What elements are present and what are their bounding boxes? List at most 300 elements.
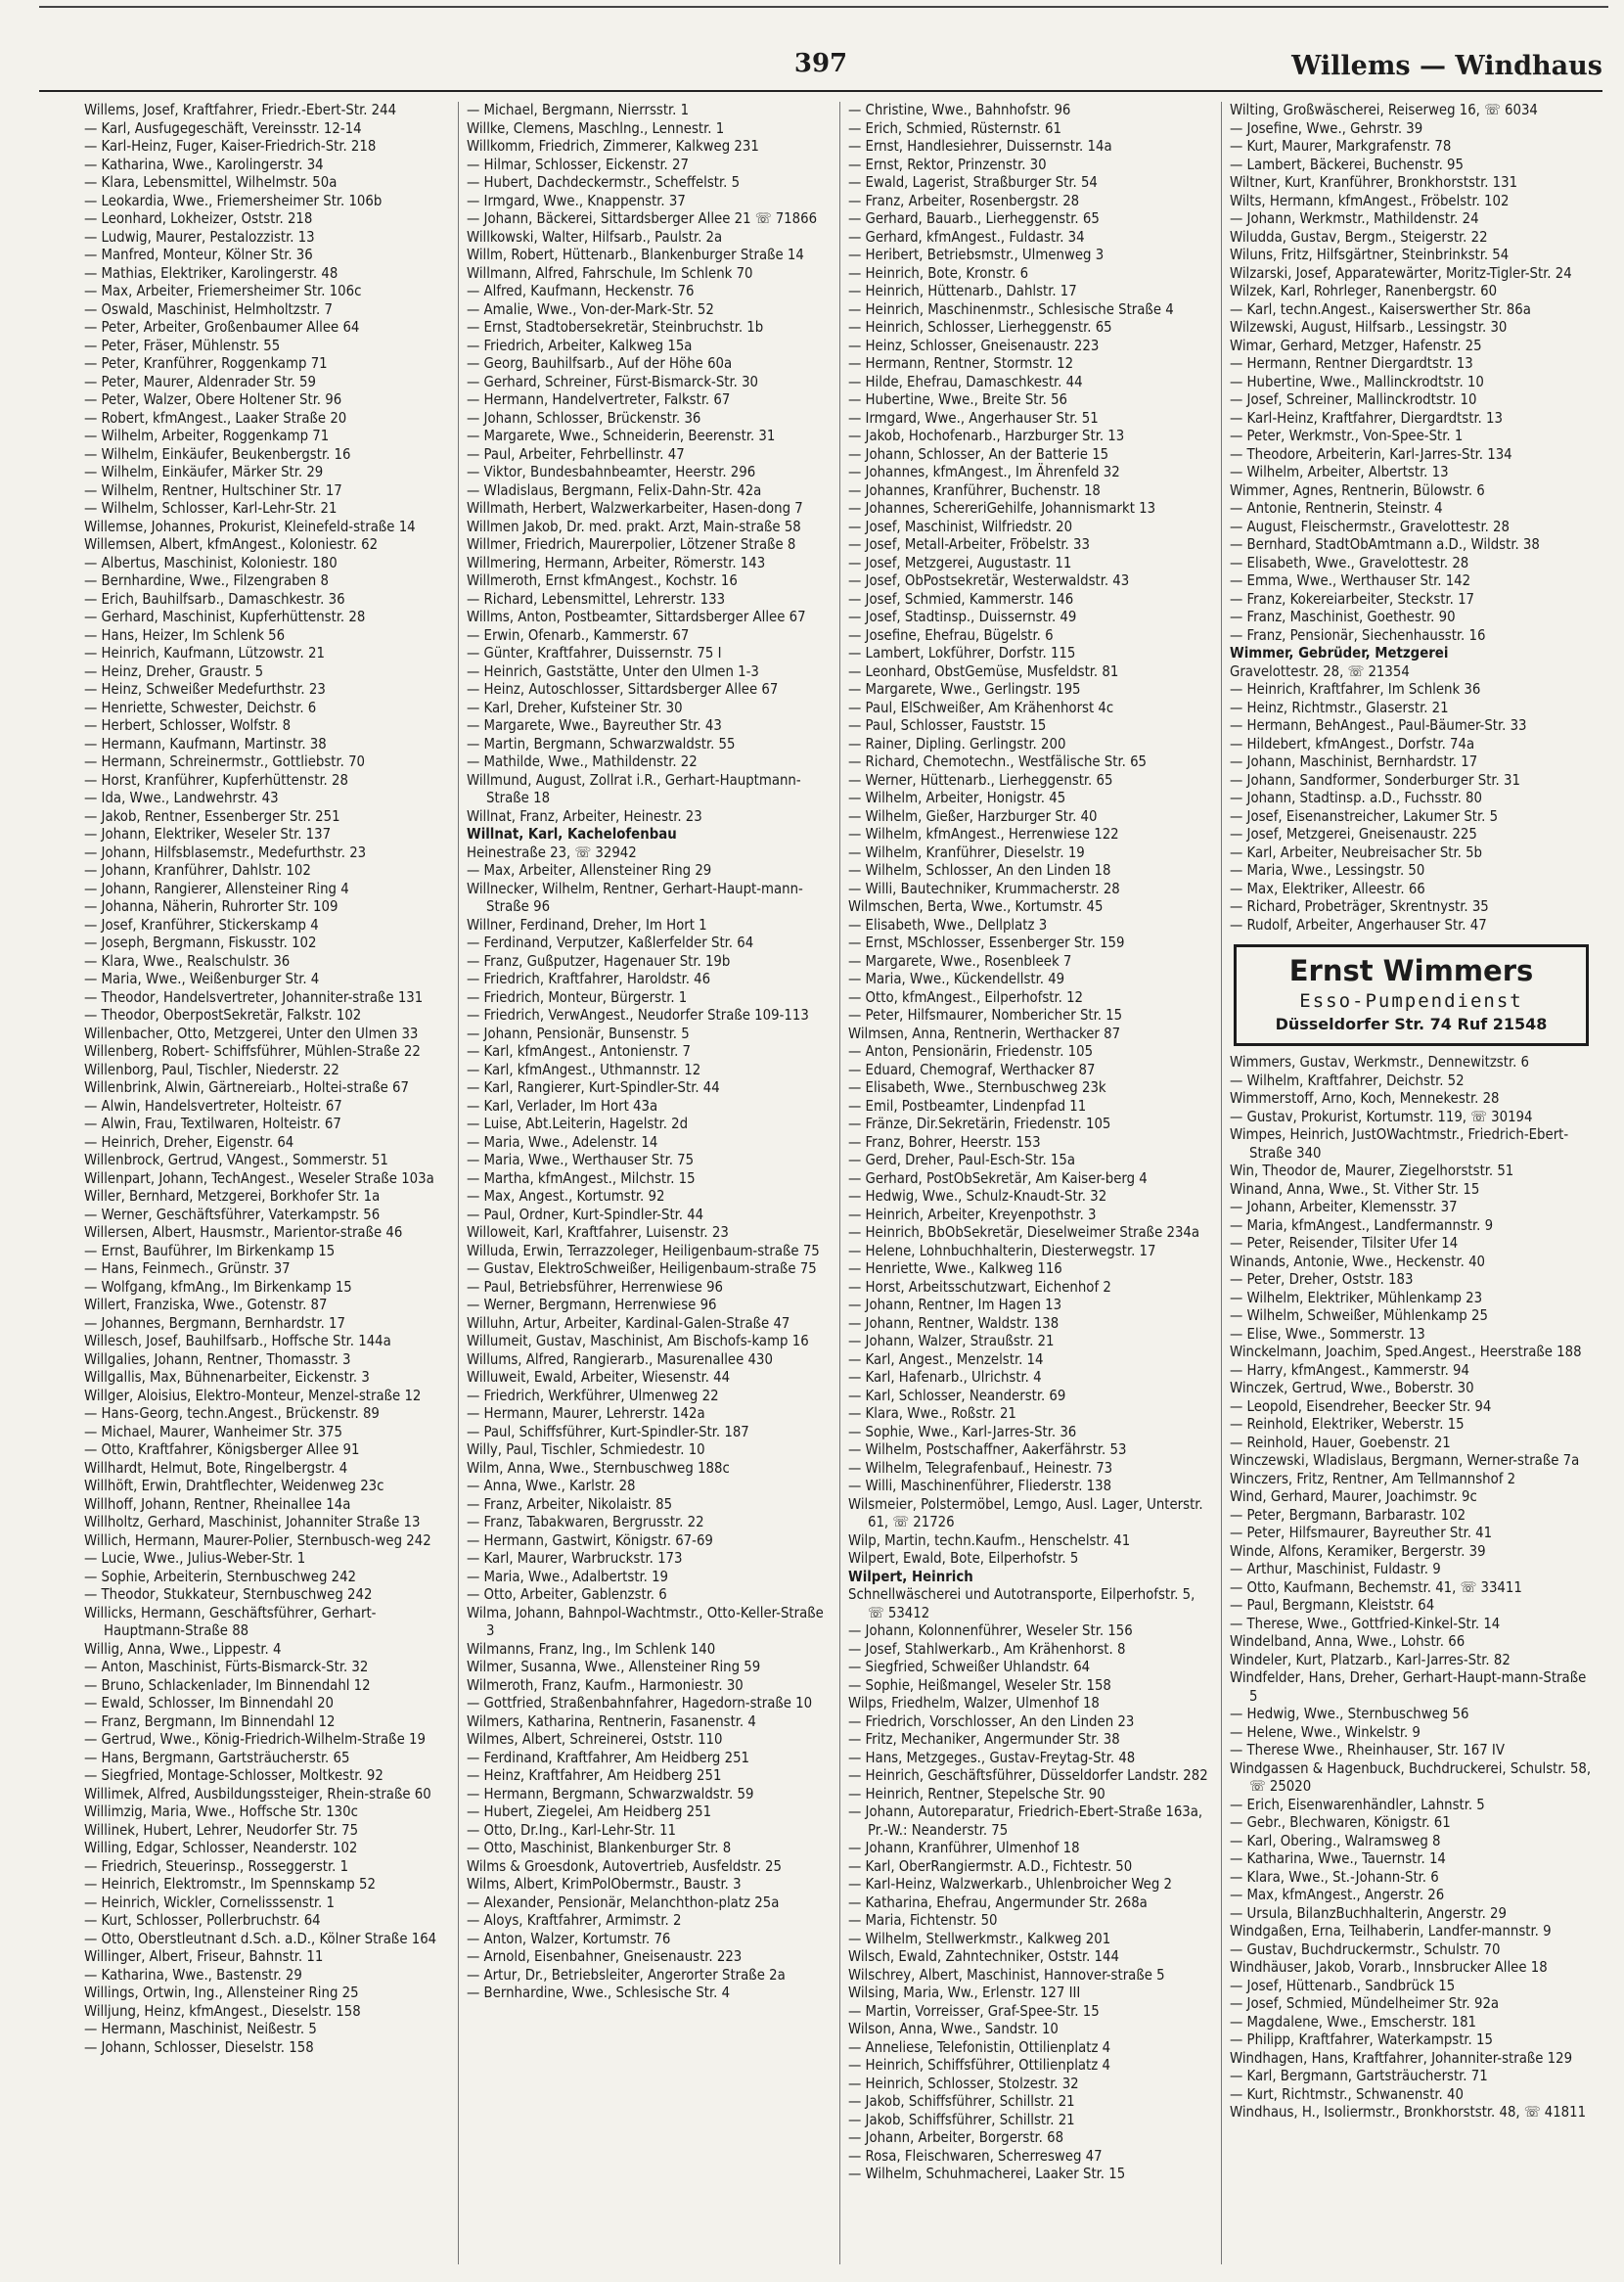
directory-entry: — Alwin, Frau, Textilwaren, Holteistr. 67 <box>84 1116 341 1132</box>
directory-entry: — Sophie, Heißmangel, Weseler Str. 158 <box>848 1676 1111 1694</box>
directory-entry: — Johann, Schlosser, Dieselstr. 158 <box>84 2038 314 2056</box>
directory-entry: — Paul, Arbeiter, Fehrbellinstr. 47 <box>467 445 685 463</box>
directory-entry: Windfelder, Hans, Dreher, Gerhart-Haupt-mann-Straße 5 <box>1230 1669 1587 1705</box>
directory-entry: — Alexander, Pensionär, Melanchthon-platz 25a <box>467 1894 780 1911</box>
directory-entry: — Theodor, OberpostSekretär, Falkstr. 102 <box>84 1007 362 1024</box>
directory-entry: — Ewald, Lagerist, Straßburger Str. 54 <box>848 174 1098 191</box>
directory-entry: Wilting, Großwäscherei, Reiserweg 16, ☏ 6034 <box>1230 102 1538 118</box>
directory-entry: Wind, Gerhard, Maurer, Joachimstr. 9c <box>1230 1488 1477 1505</box>
directory-entry: Winczewski, Wladislaus, Bergmann, Werner-straße 7a <box>1230 1452 1580 1469</box>
directory-entry: — Heinz, Autoschlosser, Sittardsberger Allee 67 <box>467 681 779 698</box>
directory-entry: — Josef, Schreiner, Mallinckrodtstr. 10 <box>1230 391 1477 408</box>
directory-entry: — Peter, Maurer, Aldenrader Str. 59 <box>84 373 316 390</box>
directory-entry: — Josef, Stahlwerkarb., Am Krähenhorst. 8 <box>848 1640 1126 1658</box>
directory-entry: — Christine, Wwe., Bahnhofstr. 96 <box>848 102 1071 118</box>
directory-entry: Wilmanns, Franz, Ing., Im Schlenk 140 <box>467 1640 716 1658</box>
directory-entry: — Ferdinand, Verputzer, Kaßlerfelder Str. 64 <box>467 935 754 951</box>
directory-entry: — Theodor, Stukkateur, Sternbuschweg 242 <box>84 1586 373 1603</box>
directory-entry: — Willi, Bautechniker, Krummacherstr. 28 <box>848 880 1120 897</box>
directory-entry: — Elisabeth, Wwe., Gravelottestr. 28 <box>1230 554 1469 571</box>
directory-entry: Wilma, Johann, Bahnpol-Wachtmstr., Otto-Keller-Straße 3 <box>467 1604 824 1639</box>
directory-entry: — Otto, Oberstleutnant d.Sch. a.D., Kölner Straße 164 <box>84 1930 437 1947</box>
directory-entry: — Johann, Rentner, Im Hagen 13 <box>848 1297 1062 1313</box>
directory-entry: — Hermann, Handelvertreter, Falkstr. 67 <box>467 391 731 408</box>
directory-entry-highlight: Wilpert, Heinrich <box>848 1568 973 1585</box>
directory-entry: — Johann, Rangierer, Allensteiner Ring 4 <box>84 880 349 897</box>
directory-entry: — Johannes, kfmAngest., Im Ährenfeld 32 <box>848 464 1120 480</box>
directory-entry: Willy, Paul, Tischler, Schmiedestr. 10 <box>467 1441 705 1458</box>
directory-entry: — Heinz, Kraftfahrer, Am Heidberg 251 <box>467 1767 722 1784</box>
directory-entry: — Irmgard, Wwe., Angerhauser Str. 51 <box>848 409 1099 427</box>
directory-entry: Winands, Antonie, Wwe., Heckenstr. 40 <box>1230 1253 1486 1270</box>
directory-entry: — Therese Wwe., Rheinhauser, Str. 167 IV <box>1230 1742 1505 1758</box>
directory-entry: — Johann, Stadtinsp. a.D., Fuchsstr. 80 <box>1230 790 1482 806</box>
directory-entry: — Leonhard, ObstGemüse, Musfeldstr. 81 <box>848 662 1119 680</box>
directory-entry: — Johann, Schlosser, An der Batterie 15 <box>848 445 1109 463</box>
directory-entry: — Elisabeth, Wwe., Sternbuschweg 23k <box>848 1079 1106 1096</box>
directory-entry: — Karl, Hafenarb., Ulrichstr. 4 <box>848 1369 1042 1386</box>
directory-entry: — Heinrich, Maschinenmstr., Schlesische Straße 4 <box>848 300 1174 318</box>
directory-entry: Willenborg, Paul, Tischler, Niederstr. 22 <box>84 1061 339 1078</box>
directory-entry: — Aloys, Kraftfahrer, Armimstr. 2 <box>467 1912 682 1929</box>
directory-entry: Wilm, Anna, Wwe., Sternbuschweg 188c <box>467 1459 730 1477</box>
directory-entry: — Wolfgang, kfmAng., Im Birkenkamp 15 <box>84 1278 352 1296</box>
directory-entry: Wilmer, Susanna, Wwe., Allensteiner Ring 59 <box>467 1659 761 1675</box>
directory-entry: — Heinz, Richtmstr., Glaserstr. 21 <box>1230 699 1449 716</box>
directory-entry: — Wilhelm, Kranführer, Dieselstr. 19 <box>848 844 1085 861</box>
top-rule <box>39 6 1608 8</box>
directory-entry: — Luise, Abt.Leiterin, Hagelstr. 2d <box>467 1116 689 1132</box>
directory-entry: — Wilhelm, Schuhmacherei, Laaker Str. 15 <box>848 2166 1126 2182</box>
directory-entry: — Karl-Heinz, Kraftfahrer, Diergardtstr. 13 <box>1230 409 1503 427</box>
directory-entry: Wilmschen, Berta, Wwe., Kortumstr. 45 <box>848 898 1104 915</box>
directory-entry: Willenberg, Robert- Schiffsführer, Mühlen-Straße 22 <box>84 1043 421 1060</box>
column-1 <box>76 102 458 2264</box>
directory-entry: — Johann, Maschinist, Bernhardstr. 17 <box>1230 753 1478 770</box>
directory-entry: — Franz, Gußputzer, Hagenauer Str. 19b <box>467 952 731 970</box>
directory-entry: — Franz, Kokereiarbeiter, Steckstr. 17 <box>1230 590 1475 608</box>
directory-entry: — Manfred, Monteur, Kölner Str. 36 <box>84 247 313 263</box>
directory-entry: — Gerhard, Schreiner, Fürst-Bismarck-Str. 30 <box>467 373 759 390</box>
directory-entry: — Heribert, Betriebsmstr., Ulmenweg 3 <box>848 247 1105 263</box>
directory-entry: — Emma, Wwe., Werthauser Str. 142 <box>1230 572 1471 589</box>
directory-entry: — Arnold, Eisenbahner, Gneisenaustr. 223 <box>467 1948 743 1965</box>
directory-entry: — Heinz, Dreher, Graustr. 5 <box>84 662 264 680</box>
directory-entry: Wilsing, Maria, Ww., Erlenstr. 127 III <box>848 1985 1081 2001</box>
directory-entry: — Karl-Heinz, Walzwerkarb., Uhlenbroicher Weg 2 <box>848 1876 1172 1893</box>
directory-entry: — Karl, Maurer, Warbruckstr. 173 <box>467 1550 683 1567</box>
directory-entry: Willkowski, Walter, Hilfsarb., Paulstr. 2a <box>467 228 723 246</box>
directory-entry: Willmath, Herbert, Walzwerkarbeiter, Hasen-dong 7 <box>467 500 803 517</box>
directory-entry: Willnecker, Wilhelm, Rentner, Gerhart-Haupt-mann-Straße 96 <box>467 880 803 915</box>
page-number: 397 <box>793 49 848 78</box>
directory-entry: Winczek, Gertrud, Wwe., Boberstr. 30 <box>1230 1380 1474 1396</box>
directory-entry: Wilts, Hermann, kfmAngest., Fröbelstr. 102 <box>1230 192 1510 209</box>
directory-entry: Willuhn, Artur, Arbeiter, Kardinal-Galen-Straße 47 <box>467 1314 790 1332</box>
directory-entry: — Karl, Ausfugegeschäft, Vereinsstr. 12-14 <box>84 119 362 137</box>
directory-entry: Wiludda, Gustav, Bergm., Steigerstr. 22 <box>1230 228 1488 246</box>
directory-entry: — Lambert, Lokführer, Dorfstr. 115 <box>848 645 1076 662</box>
directory-entry: Willenbrock, Gertrud, VAngest., Sommerstr. 51 <box>84 1152 388 1168</box>
directory-entry: — Peter, Reisender, Tilsiter Ufer 14 <box>1230 1235 1459 1252</box>
directory-entry: — Fränze, Dir.Sekretärin, Friedenstr. 105 <box>848 1116 1111 1132</box>
directory-entry: — Irmgard, Wwe., Knappenstr. 37 <box>467 192 686 209</box>
directory-entry: — Peter, Werkmstr., Von-Spee-Str. 1 <box>1230 428 1464 444</box>
column-2 <box>458 102 839 2264</box>
directory-entry: Willhardt, Helmut, Bote, Ringelbergstr. 4 <box>84 1459 348 1477</box>
directory-entry: — Margarete, Wwe., Bayreuther Str. 43 <box>467 717 722 734</box>
header-rule <box>39 90 1602 92</box>
directory-entry: — Richard, Chemotechn., Westfälische Str. 65 <box>848 753 1148 770</box>
directory-entry: — Wilhelm, Schlosser, Karl-Lehr-Str. 21 <box>84 500 338 517</box>
directory-entry: — Josef, Schmied, Kammerstr. 146 <box>848 590 1074 608</box>
directory-entry: — Josef, Metzgerei, Augustastr. 11 <box>848 554 1072 571</box>
directory-entry: — Siegfried, Montage-Schlosser, Moltkestr. 92 <box>84 1767 383 1784</box>
directory-entry: — Georg, Bauhilfsarb., Auf der Höhe 60a <box>467 355 733 372</box>
directory-entry: — Hubertine, Wwe., Breite Str. 56 <box>848 391 1068 408</box>
directory-entry: — Gerhard, Maschinist, Kupferhüttenstr. 28 <box>84 609 366 625</box>
directory-entry: — Friedrich, VerwAngest., Neudorfer Straße 109-113 <box>467 1007 809 1024</box>
directory-entry: — Wilhelm, Stellwerkmstr., Kalkweg 201 <box>848 1930 1111 1947</box>
directory-entry: Wilmes, Albert, Schreinerei, Oststr. 110 <box>467 1731 723 1748</box>
directory-entry: — Kurt, Schlosser, Pollerbruchstr. 64 <box>84 1912 321 1929</box>
directory-entry: Windhaus, H., Isoliermstr., Bronkhorststr. 48, ☏ 41811 <box>1230 2104 1587 2121</box>
directory-entry: — Gustav, Prokurist, Kortumstr. 119, ☏ 30194 <box>1230 1108 1533 1125</box>
directory-entry: Win, Theodor de, Maurer, Ziegelhorststr. 51 <box>1230 1163 1514 1179</box>
directory-entry: — Otto, Arbeiter, Gablenzstr. 6 <box>467 1586 667 1603</box>
directory-entry: — Mathilde, Wwe., Mathildenstr. 22 <box>467 753 698 770</box>
directory-entry: Wiltner, Kurt, Kranführer, Bronkhorststr. 131 <box>1230 174 1518 191</box>
directory-entry: Winczers, Fritz, Rentner, Am Tellmannshof 2 <box>1230 1470 1516 1487</box>
directory-entry: Wimpes, Heinrich, JustOWachtmstr., Friedrich-Ebert-Straße 340 <box>1230 1126 1569 1162</box>
directory-entry: — Anton, Walzer, Kortumstr. 76 <box>467 1930 671 1947</box>
directory-entry: — Emil, Postbeamter, Lindenpfad 11 <box>848 1097 1087 1115</box>
directory-entry: — Harry, kfmAngest., Kammerstr. 94 <box>1230 1361 1469 1379</box>
directory-entry: — Paul, Schiffsführer, Kurt-Spindler-Str. 187 <box>467 1423 749 1440</box>
directory-entry: — Johann, Autoreparatur, Friedrich-Ebert-Straße 163a, Pr.-W.: Neanderstr. 75 <box>848 1803 1203 1839</box>
directory-entry: Willinek, Hubert, Lehrer, Neudorfer Str. 75 <box>84 1821 359 1839</box>
directory-entry: — Heinrich, Arbeiter, Kreyenpothstr. 3 <box>848 1206 1097 1223</box>
directory-entry: — Franz, Arbeiter, Nikolaistr. 85 <box>467 1495 673 1513</box>
directory-entry: — Alfred, Kaufmann, Heckenstr. 76 <box>467 283 695 299</box>
directory-entry: — Karl, OberRangiermstr. A.D., Fichtestr. 50 <box>848 1857 1133 1875</box>
directory-entry: Wilzek, Karl, Rohrleger, Ranenbergstr. 60 <box>1230 283 1498 299</box>
directory-entry: Willgallis, Max, Bühnenarbeiter, Eickenstr. 3 <box>84 1369 370 1386</box>
directory-entry: Willenbrink, Alwin, Gärtnereiarb., Holtei-straße 67 <box>84 1079 409 1096</box>
directory-entry: — Heinrich, Gaststätte, Unter den Ulmen 1-3 <box>467 662 759 680</box>
directory-entry: — Heinrich, Bote, Kronstr. 6 <box>848 264 1029 282</box>
directory-entry-highlight: Wimmer, Gebrüder, Metzgerei <box>1230 645 1449 662</box>
directory-entry: — Anneliese, Telefonistin, Ottilienplatz 4 <box>848 2038 1111 2056</box>
directory-entry: Willesch, Josef, Bauhilfsarb., Hoffsche Str. 144a <box>84 1333 391 1349</box>
directory-entry: — Gerhard, Bauarb., Lierheggenstr. 65 <box>848 210 1100 227</box>
directory-entry: — Gustav, ElektroSchweißer, Heiligenbaum-straße 75 <box>467 1260 817 1277</box>
directory-entry: — Lucie, Wwe., Julius-Weber-Str. 1 <box>84 1550 306 1567</box>
directory-entry: — Friedrich, Steuerinsp., Rosseggerstr. 1 <box>84 1857 349 1875</box>
directory-entry: — Josef, Metall-Arbeiter, Fröbelstr. 33 <box>848 536 1090 553</box>
directory-entry: — Gerd, Dreher, Paul-Esch-Str. 15a <box>848 1152 1076 1168</box>
directory-entry: Willholtz, Gerhard, Maschinist, Johanniter Straße 13 <box>84 1514 421 1530</box>
directory-entry: — Johann, Pensionär, Bunsenstr. 5 <box>467 1025 690 1042</box>
directory-entry: Willemsen, Albert, kfmAngest., Koloniestr. 62 <box>84 536 379 553</box>
directory-entry: — Heinrich, Rentner, Stepelsche Str. 90 <box>848 1785 1105 1803</box>
directory-entry: — Hermann, Maschinist, Neißestr. 5 <box>84 2021 317 2037</box>
directory-entry: — Hermann, Maurer, Lehrerstr. 142a <box>467 1405 705 1422</box>
directory-entry: — Friedrich, Kraftfahrer, Haroldstr. 46 <box>467 971 711 987</box>
directory-entry: — Wilhelm, Einkäufer, Märker Str. 29 <box>84 464 324 480</box>
directory-entry: — Martin, Vorreisser, Graf-Spee-Str. 15 <box>848 2002 1100 2020</box>
directory-entry: — Rudolf, Arbeiter, Angerhauser Str. 47 <box>1230 916 1487 934</box>
directory-entry: — Katharina, Ehefrau, Angermunder Str. 268a <box>848 1894 1148 1911</box>
directory-entry: — Wilhelm, Kraftfahrer, Deichstr. 52 <box>1230 1072 1465 1089</box>
directory-entry: — Josef, Hüttenarb., Sandbrück 15 <box>1230 1977 1456 1994</box>
directory-entry: — Karl, Rangierer, Kurt-Spindler-Str. 44 <box>467 1079 720 1096</box>
directory-entry: Willhöft, Erwin, Drahtflechter, Weidenweg 23c <box>84 1478 384 1494</box>
directory-entry: Willner, Ferdinand, Dreher, Im Hort 1 <box>467 916 707 934</box>
directory-entry: Wimmerstoff, Arno, Koch, Mennekestr. 28 <box>1230 1090 1500 1107</box>
directory-entry: — Klara, Wwe., Realschulstr. 36 <box>84 952 291 970</box>
directory-entry: — Peter, Hilfsmaurer, Bayreuther Str. 41 <box>1230 1525 1493 1541</box>
directory-entry: — Paul, Ordner, Kurt-Spindler-Str. 44 <box>467 1206 704 1223</box>
directory-entry: — Theodor, Handelsvertreter, Johanniter-straße 131 <box>84 988 424 1006</box>
directory-entry: Willke, Clemens, Maschlng., Lennestr. 1 <box>467 119 725 137</box>
directory-entry: — Wilhelm, Arbeiter, Albertstr. 13 <box>1230 464 1449 480</box>
directory-entry: — Gerhard, PostObSekretär, Am Kaiser-berg 4 <box>848 1169 1148 1187</box>
directory-entry: Willimek, Alfred, Ausbildungssteiger, Rhein-straße 60 <box>84 1785 431 1803</box>
directory-entry: — Antonie, Rentnerin, Steinstr. 4 <box>1230 500 1443 517</box>
directory-entry-highlight: Willnat, Karl, Kachelofenbau <box>467 826 677 843</box>
directory-entry: Wilmsen, Anna, Rentnerin, Werthacker 87 <box>848 1025 1121 1042</box>
advert-box <box>1234 944 1589 1046</box>
directory-entry: — Heinrich, BbObSekretär, Dieselweimer Straße 234a <box>848 1224 1200 1241</box>
directory-entry: — Klara, Wwe., Roßstr. 21 <box>848 1405 1016 1422</box>
directory-entry: — Otto, Dr.Ing., Karl-Lehr-Str. 11 <box>467 1821 677 1839</box>
directory-entry: — Heinrich, Wickler, Cornelisssenstr. 1 <box>84 1894 335 1911</box>
directory-entry: Wilmers, Katharina, Rentnerin, Fasanenstr. 4 <box>467 1712 756 1730</box>
directory-entry: — Margarete, Wwe., Gerlingstr. 195 <box>848 681 1081 698</box>
directory-entry: — Ernst, Stadtobersekretär, Steinbruchstr. 1b <box>467 319 764 336</box>
directory-entry: — Therese, Wwe., Gottfried-Kinkel-Str. 14 <box>1230 1615 1501 1632</box>
directory-entry: — Karl, techn.Angest., Kaiserswerther Str. 86a <box>1230 300 1531 318</box>
directory-entry: — Heinrich, Hüttenarb., Dahlstr. 17 <box>848 283 1077 299</box>
directory-entry: — Franz, Arbeiter, Rosenbergstr. 28 <box>848 192 1080 209</box>
directory-entry: — Franz, Bohrer, Heerstr. 153 <box>848 1133 1041 1151</box>
directory-entry: — Werner, Bergmann, Herrenwiese 96 <box>467 1297 717 1313</box>
directory-entry: — Margarete, Wwe., Schneiderin, Beerenstr. 31 <box>467 428 776 444</box>
directory-entry: — Karl, Dreher, Kufsteiner Str. 30 <box>467 699 683 716</box>
directory-entry: Windhäuser, Jakob, Vorarb., Innsbrucker Allee 18 <box>1230 1959 1548 1976</box>
directory-entry: — Max, Arbeiter, Allensteiner Ring 29 <box>467 862 712 879</box>
directory-entry: — Josefine, Wwe., Gehrstr. 39 <box>1230 119 1423 137</box>
directory-entry: — Johann, Bäckerei, Sittardsberger Allee 21 ☏ 71866 <box>467 210 818 227</box>
directory-entry: Willms, Anton, Postbeamter, Sittardsberger Allee 67 <box>467 609 806 625</box>
directory-entry: — Josef, Schmied, Mündelheimer Str. 92a <box>1230 1995 1500 2012</box>
page-header <box>39 49 1602 88</box>
directory-entry: — Karl, Bergmann, Gartsträucherstr. 71 <box>1230 2068 1488 2084</box>
directory-entry: — Peter, Bergmann, Barbarastr. 102 <box>1230 1506 1466 1524</box>
column-3 <box>839 102 1221 2264</box>
directory-entry: — Kurt, Richtmstr., Schwanenstr. 40 <box>1230 2085 1464 2103</box>
directory-entry: — Johann, Arbeiter, Borgerstr. 68 <box>848 2129 1064 2146</box>
directory-entry: — Margarete, Wwe., Rosenbleek 7 <box>848 952 1072 970</box>
directory-entry: — Maria, kfmAngest., Landfermannstr. 9 <box>1230 1216 1494 1234</box>
directory-entry: Wilpert, Ewald, Bote, Eilperhofstr. 5 <box>848 1550 1079 1567</box>
directory-entry: Willuweit, Ewald, Arbeiter, Wiesenstr. 44 <box>467 1369 731 1386</box>
directory-entry: — Wilhelm, Arbeiter, Roggenkamp 71 <box>84 428 330 444</box>
directory-entry: — Max, kfmAngest., Angerstr. 26 <box>1230 1887 1445 1903</box>
directory-entry: — Sophie, Arbeiterin, Sternbuschweg 242 <box>84 1568 357 1585</box>
directory-entry: — Bruno, Schlackenlader, Im Binnendahl 12 <box>84 1676 371 1694</box>
directory-entry: — Johann, Kranführer, Dahlstr. 102 <box>84 862 311 879</box>
directory-entry: — Maria, Wwe., Kückendellstr. 49 <box>848 971 1065 987</box>
directory-entry: — Bernhardine, Wwe., Filzengraben 8 <box>84 572 329 589</box>
directory-entry: — Klara, Wwe., St.-Johann-Str. 6 <box>1230 1868 1439 1886</box>
directory-entry: — Hedwig, Wwe., Schulz-Knaudt-Str. 32 <box>848 1188 1107 1205</box>
directory-entry: Wimar, Gerhard, Metzger, Hafenstr. 25 <box>1230 337 1482 354</box>
directory-entry: — Viktor, Bundesbahnbeamter, Heerstr. 296 <box>467 464 756 480</box>
directory-entry: — Maria, Wwe., Weißenburger Str. 4 <box>84 971 320 987</box>
directory-entry: — Sophie, Wwe., Karl-Jarres-Str. 36 <box>848 1423 1077 1440</box>
directory-entry: — Johanna, Näherin, Ruhrorter Str. 109 <box>84 898 338 915</box>
directory-entry: — Johann, Kranführer, Ulmenhof 18 <box>848 1840 1080 1856</box>
directory-entry: — Michael, Bergmann, Nierrsstr. 1 <box>467 102 690 118</box>
directory-entry: — Werner, Geschäftsführer, Vaterkampstr. 56 <box>84 1206 381 1223</box>
directory-entry: — Johannes, Kranführer, Buchenstr. 18 <box>848 481 1101 499</box>
directory-entry: — Josefine, Ehefrau, Bügelstr. 6 <box>848 626 1054 644</box>
directory-entry: — Hedwig, Wwe., Sternbuschweg 56 <box>1230 1706 1469 1722</box>
directory-entry: — Anton, Maschinist, Fürts-Bismarck-Str. 32 <box>84 1659 369 1675</box>
directory-entry: — Gebr., Blechwaren, Königstr. 61 <box>1230 1814 1451 1831</box>
directory-entry: — Johannes, SchereriGehilfe, Johannismarkt 13 <box>848 500 1156 517</box>
directory-entry: — Peter, Kranführer, Roggenkamp 71 <box>84 355 328 372</box>
directory-entry: — Wilhelm, Arbeiter, Honigstr. 45 <box>848 790 1066 806</box>
directory-entry: — Elise, Wwe., Sommerstr. 13 <box>1230 1325 1425 1343</box>
directory-entry: — Otto, kfmAngest., Eilperhofstr. 12 <box>848 988 1084 1006</box>
directory-entry: Willumeit, Gustav, Maschinist, Am Bischofs-kamp 16 <box>467 1333 809 1349</box>
directory-entry: — Friedrich, Monteur, Bürgerstr. 1 <box>467 988 688 1006</box>
directory-entry: — Gottfried, Straßenbahnfahrer, Hagedorn-straße 10 <box>467 1695 813 1712</box>
directory-entry: — Wilhelm, Einkäufer, Beukenbergstr. 16 <box>84 445 351 463</box>
directory-entry: — Johann, Elektriker, Weseler Str. 137 <box>84 826 332 843</box>
directory-entry: — Franz, Tabakwaren, Bergrusstr. 22 <box>467 1514 704 1530</box>
directory-entry: Windgassen & Hagenbuck, Buchdruckerei, Schulstr. 58, ☏ 25020 <box>1230 1759 1592 1795</box>
directory-entry: Winand, Anna, Wwe., St. Vither Str. 15 <box>1230 1180 1480 1198</box>
directory-entry: Willger, Aloisius, Elektro-Monteur, Menzel-straße 12 <box>84 1387 422 1404</box>
directory-entry: — Karl, Arbeiter, Neubreisacher Str. 5b <box>1230 844 1483 861</box>
directory-entry: — Max, Angest., Kortumstr. 92 <box>467 1188 665 1205</box>
directory-entry: — Ernst, Bauführer, Im Birkenkamp 15 <box>84 1242 336 1259</box>
directory-entry: — Hermann, Schreinermstr., Gottliebstr. 70 <box>84 753 366 770</box>
directory-entry: — Friedrich, Werkführer, Ulmenweg 22 <box>467 1387 719 1404</box>
directory-entry: — Johann, Kolonnenführer, Weseler Str. 156 <box>848 1622 1133 1639</box>
directory-entry: — Ewald, Schlosser, Im Binnendahl 20 <box>84 1695 335 1712</box>
directory-entry: Willings, Ortwin, Ing., Allensteiner Ring 25 <box>84 1985 359 2001</box>
directory-entry: — Fritz, Mechaniker, Angermunder Str. 38 <box>848 1731 1120 1748</box>
directory-entry: — Hans, Feinmech., Grünstr. 37 <box>84 1260 291 1277</box>
directory-entry: — Heinrich, Geschäftsführer, Düsseldorfer Landstr. 282 <box>848 1767 1208 1784</box>
directory-entry: — Josef, Eisenanstreicher, Lakumer Str. 5 <box>1230 807 1499 825</box>
directory-entry: Willing, Edgar, Schlosser, Neanderstr. 102 <box>84 1840 358 1856</box>
directory-entry: — Bernhardine, Wwe., Schlesische Str. 4 <box>467 1985 731 2001</box>
directory-entry: Windgaßen, Erna, Teilhaberin, Landfer-mannstr. 9 <box>1230 1923 1552 1940</box>
directory-entry: — Magdalene, Wwe., Emscherstr. 181 <box>1230 2013 1477 2031</box>
directory-entry: — Otto, Maschinist, Blankenburger Str. 8 <box>467 1840 732 1856</box>
directory-entry: — Herbert, Schlosser, Wolfstr. 8 <box>84 717 292 734</box>
directory-entry: — Horst, Kranführer, Kupferhüttenstr. 28 <box>84 771 348 789</box>
directory-entry: — Johann, Rentner, Waldstr. 138 <box>848 1314 1060 1332</box>
directory-entry: Wilps, Friedhelm, Walzer, Ulmenhof 18 <box>848 1695 1100 1712</box>
directory-entry: — Maria, Wwe., Adelenstr. 14 <box>467 1133 658 1151</box>
directory-entry: — Johann, Walzer, Straußstr. 21 <box>848 1333 1055 1349</box>
directory-entry: Willems, Josef, Kraftfahrer, Friedr.-Ebert-Str. 244 <box>84 102 397 118</box>
directory-entry: — Max, Arbeiter, Friemersheimer Str. 106c <box>84 283 362 299</box>
directory-entry: Wilzewski, August, Hilfsarb., Lessingstr. 30 <box>1230 319 1508 336</box>
directory-entry: — Werner, Hüttenarb., Lierheggenstr. 65 <box>848 771 1113 789</box>
directory-entry: Willich, Hermann, Maurer-Polier, Sternbusch-weg 242 <box>84 1531 431 1549</box>
directory-entry: Willmann, Alfred, Fahrschule, Im Schlenk 70 <box>467 264 753 282</box>
directory-entry: — Oswald, Maschinist, Helmholtzstr. 7 <box>84 300 333 318</box>
directory-entry: — Franz, Pensionär, Siechenhausstr. 16 <box>1230 626 1486 644</box>
directory-entry: — Helene, Lohnbuchhalterin, Diesterwegstr. 17 <box>848 1242 1156 1259</box>
directory-entry: — Rosa, Fleischwaren, Scherresweg 47 <box>848 2147 1103 2165</box>
directory-entry: — Wladislaus, Bergmann, Felix-Dahn-Str. 42a <box>467 481 762 499</box>
directory-entry: — Hermann, Rentner Diergardtstr. 13 <box>1230 355 1473 372</box>
directory-entry: Windelband, Anna, Wwe., Lohstr. 66 <box>1230 1633 1466 1650</box>
directory-entry: — Johann, Hilfsblasemstr., Medefurthstr. 23 <box>84 844 367 861</box>
directory-entry: — Heinrich, Elektromstr., Im Spennskamp 52 <box>84 1876 376 1893</box>
directory-entry: — Karl, Verlader, Im Hort 43a <box>467 1097 658 1115</box>
directory-entry: Willoweit, Karl, Kraftfahrer, Luisenstr. 23 <box>467 1224 729 1241</box>
directory-entry: — Maria, Wwe., Lessingstr. 50 <box>1230 862 1425 879</box>
directory-entry: Willert, Franziska, Wwe., Gotenstr. 87 <box>84 1297 328 1313</box>
directory-entry: Willicks, Hermann, Geschäftsführer, Gerhart-Hauptmann-Straße 88 <box>84 1604 377 1639</box>
directory-entry: — Wilhelm, Postschaffner, Aakerfährstr. 53 <box>848 1441 1127 1458</box>
directory-entry: Willmeroth, Ernst kfmAngest., Kochstr. 16 <box>467 572 738 589</box>
directory-entry: — Richard, Lebensmittel, Lehrerstr. 133 <box>467 590 726 608</box>
directory-entry: — Hermann, Rentner, Stormstr. 12 <box>848 355 1074 372</box>
directory-entry: Willinger, Albert, Friseur, Bahnstr. 11 <box>84 1948 324 1965</box>
directory-entry: Wilp, Martin, techn.Kaufm., Henschelstr. 41 <box>848 1531 1131 1549</box>
directory-entry: — Eduard, Chemograf, Werthacker 87 <box>848 1061 1096 1078</box>
directory-entry: — Ernst, Rektor, Prinzenstr. 30 <box>848 156 1047 173</box>
directory-entry: Windeler, Kurt, Platzarb., Karl-Jarres-Str. 82 <box>1230 1651 1511 1668</box>
directory-entry: — Wilhelm, Telegrafenbauf., Heinestr. 73 <box>848 1459 1113 1477</box>
directory-entry: — Hubert, Ziegelei, Am Heidberg 251 <box>467 1803 712 1820</box>
directory-entry: Wilschrey, Albert, Maschinist, Hannover-straße 5 <box>848 1966 1165 1984</box>
directory-entry: — Hans, Bergmann, Gartsträucherstr. 65 <box>84 1749 350 1766</box>
directory-entry: — Maria, Wwe., Werthauser Str. 75 <box>467 1152 695 1168</box>
directory-entry: — Ernst, MSchlosser, Essenberger Str. 159 <box>848 935 1125 951</box>
directory-entry: — Johann, Werkmstr., Mathildenstr. 24 <box>1230 210 1479 227</box>
directory-entry: Wilson, Anna, Wwe., Sandstr. 10 <box>848 2021 1059 2037</box>
directory-entry: Wilsch, Ewald, Zahntechniker, Oststr. 144 <box>848 1948 1119 1965</box>
directory-entry: — Hilde, Ehefrau, Damaschkestr. 44 <box>848 373 1083 390</box>
directory-entry: — Max, Elektriker, Alleestr. 66 <box>1230 880 1425 897</box>
directory-entry: Willimzig, Maria, Wwe., Hoffsche Str. 130c <box>84 1803 358 1820</box>
directory-entry: — Ludwig, Maurer, Pestalozzistr. 13 <box>84 228 315 246</box>
directory-entry: — Gertrud, Wwe., König-Friedrich-Wilhelm-Straße 19 <box>84 1731 426 1748</box>
directory-entry: — Philipp, Kraftfahrer, Waterkampstr. 15 <box>1230 2031 1493 2048</box>
directory-entry: — Leokardia, Wwe., Friemersheimer Str. 106b <box>84 192 383 209</box>
directory-entry: — Hans, Heizer, Im Schlenk 56 <box>84 626 286 644</box>
directory-entry: — Otto, Kraftfahrer, Königsberger Allee 91 <box>84 1441 360 1458</box>
directory-entry: — Johannes, Bergmann, Bernhardstr. 17 <box>84 1314 345 1332</box>
directory-entry: — Peter, Dreher, Oststr. 183 <box>1230 1271 1414 1288</box>
directory-entry: Heinestraße 23, ☏ 32942 <box>467 844 637 861</box>
directory-entry: — Heinrich, Schlosser, Lierheggenstr. 65 <box>848 319 1112 336</box>
directory-entry: — Erich, Bauhilfsarb., Damaschkestr. 36 <box>84 590 345 608</box>
directory-entry: — Gerhard, kfmAngest., Fuldastr. 34 <box>848 228 1085 246</box>
